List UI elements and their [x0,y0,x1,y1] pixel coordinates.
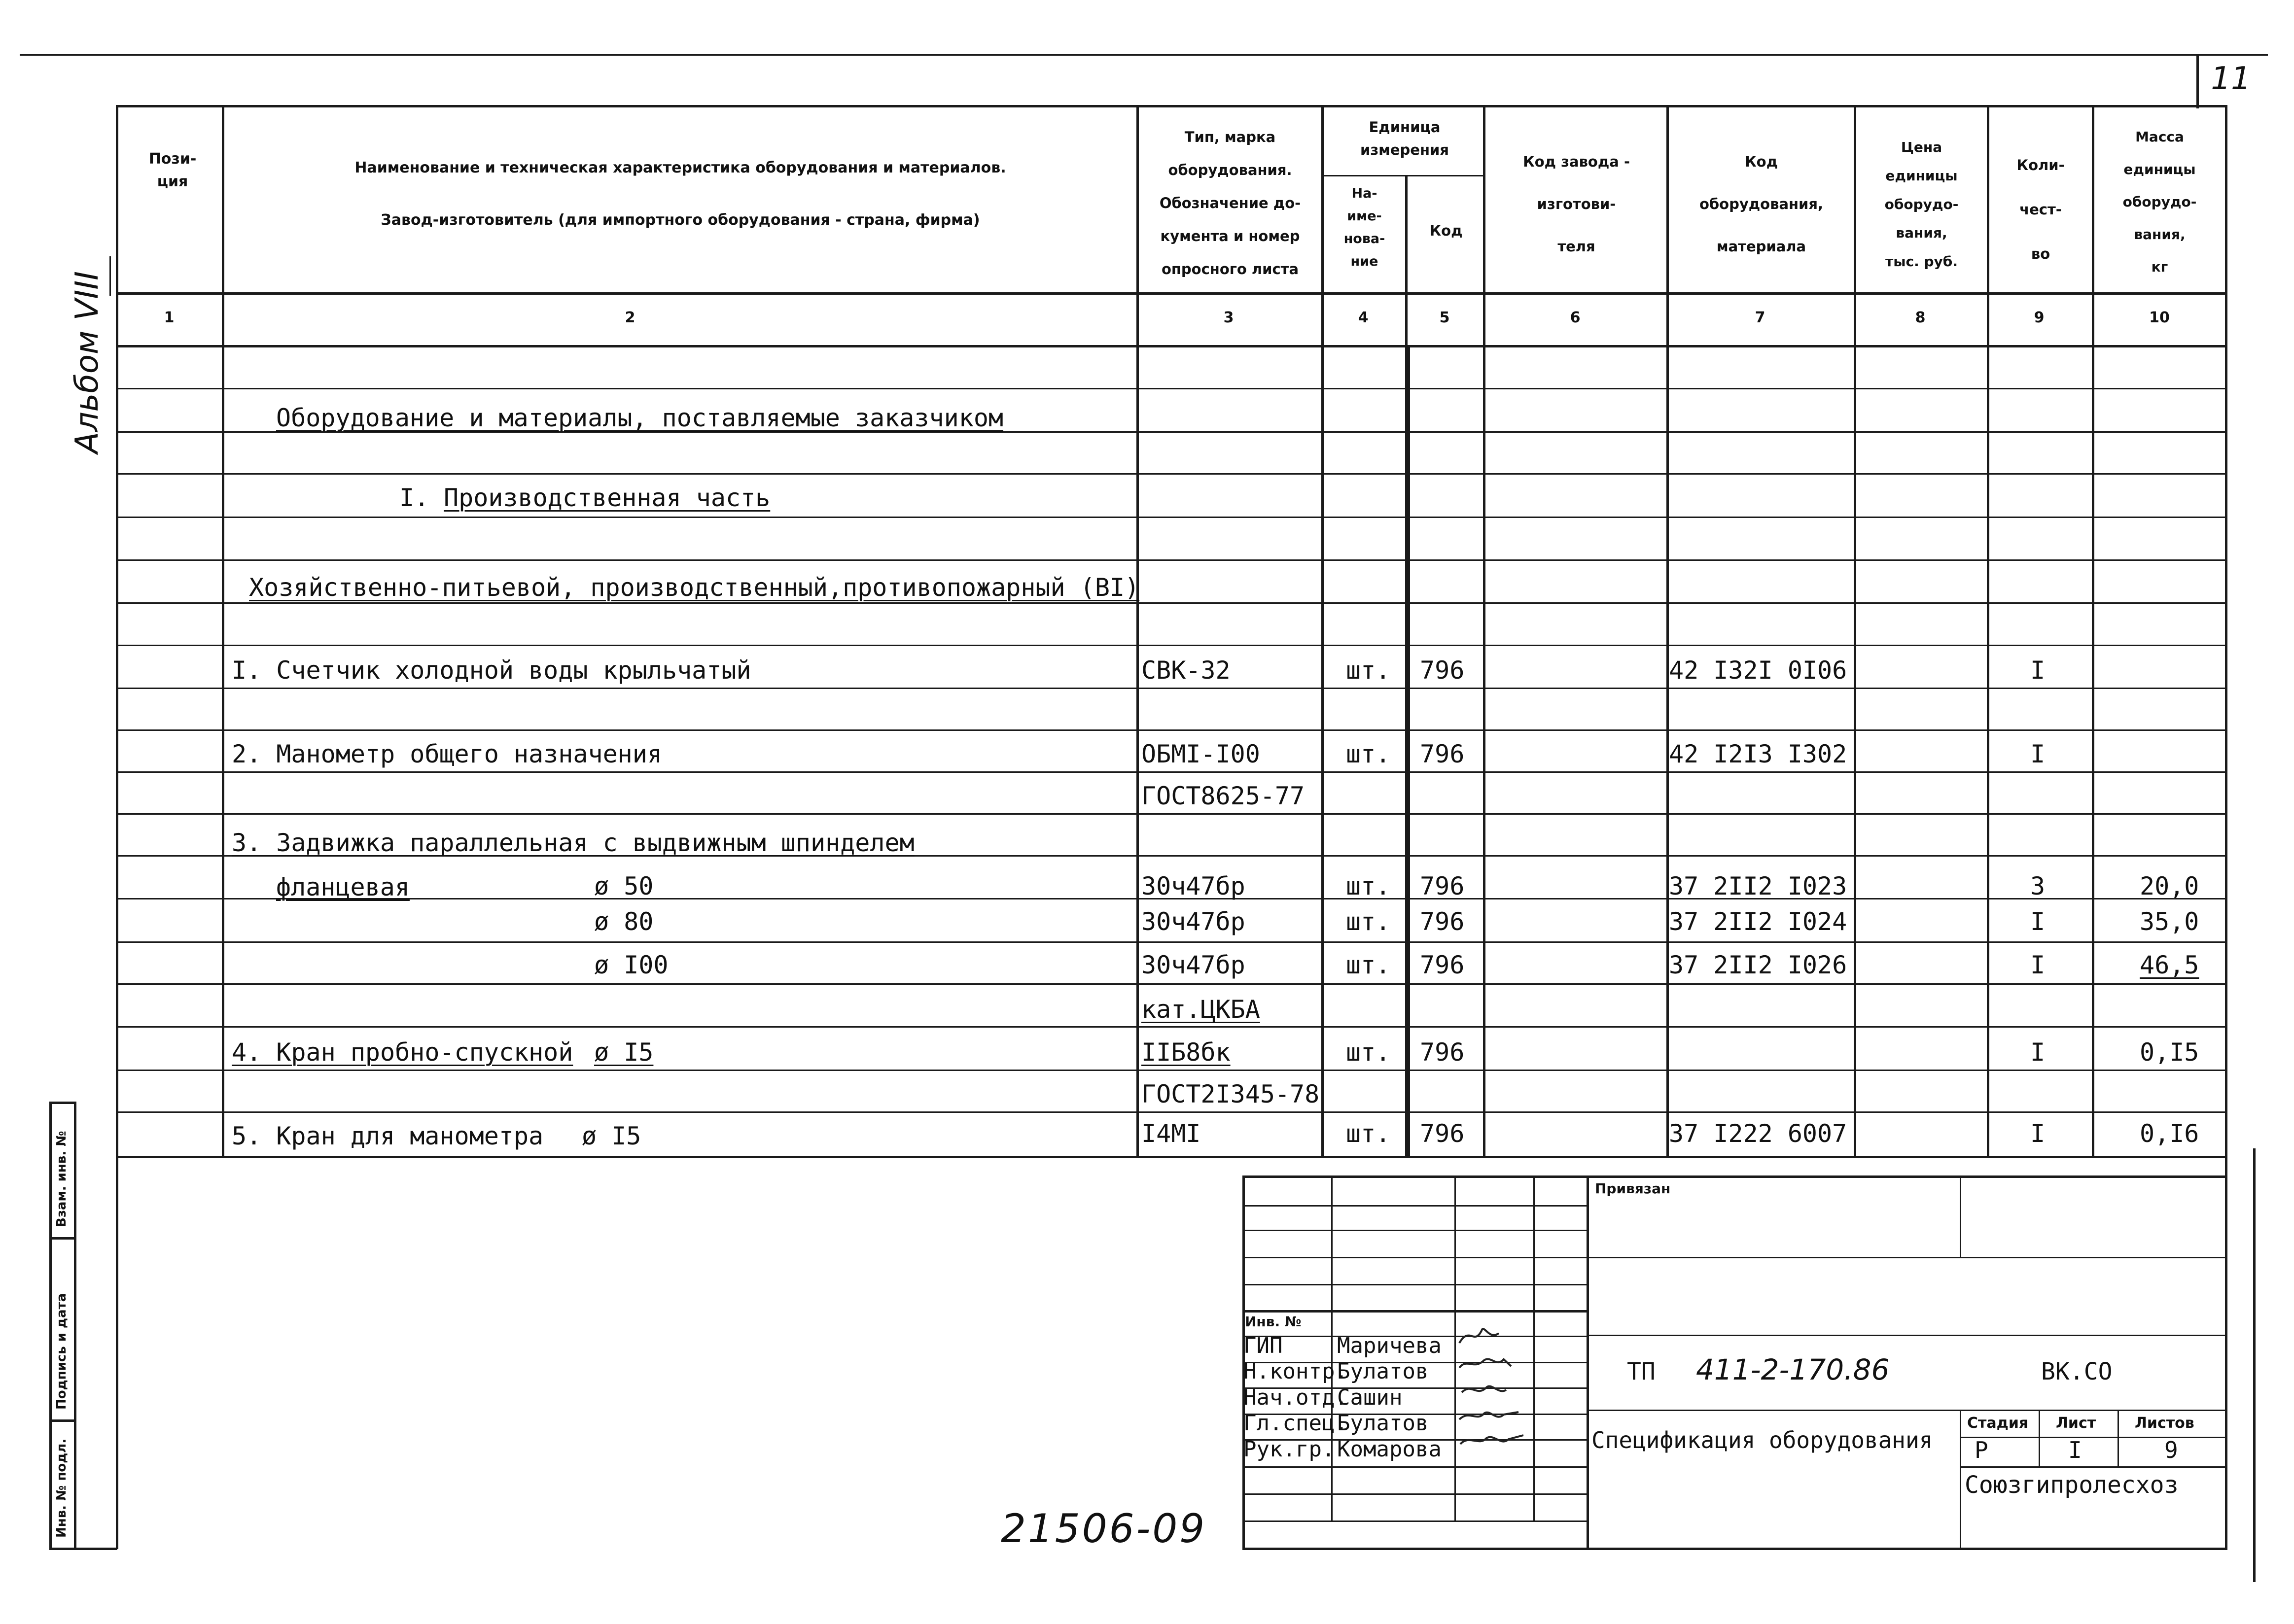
sheets-value: 9 [2164,1437,2178,1463]
item-mass: 35,0 [2140,907,2199,936]
part-title: Производственная часть [444,484,771,512]
section-title: Оборудование и материалы, поставляемые заказчиком [276,404,1004,432]
header-plant-code: Код завода - изготови- теля [1523,153,1630,255]
stage-value: Р [1975,1437,1988,1463]
item-unit: шт. [1346,1119,1391,1148]
role-nachotd: Нач.отд. [1243,1385,1348,1410]
item-type: 30ч47бр [1141,951,1245,979]
item-unit-code: 796 [1420,951,1465,979]
item-unit-code: 796 [1420,740,1465,768]
item-type: 30ч47бр [1141,907,1245,936]
item-code: 37 2II2 I024 [1669,907,1847,936]
item-code: 42 I2I3 I302 [1669,740,1847,768]
item-diameter: ø I5 [582,1122,641,1150]
header-unit-code: Код [1429,222,1463,239]
header-mass: Масса единицы оборудо- вания, кг [2122,129,2197,275]
item-type: ГОСТ8625-77 [1141,782,1305,810]
item-unit-code: 796 [1420,1119,1465,1148]
item-qty: I [2030,740,2046,768]
item-mass: 20,0 [2140,872,2199,900]
item-type: СВК-32 [1141,656,1231,685]
item-unit: шт. [1346,740,1391,768]
header-type: Тип, марка оборудования. Обозначение до- кумента и номер опросного листа [1159,129,1301,277]
role-gip: ГИП [1243,1333,1283,1358]
item-unit-code: 796 [1420,872,1465,900]
header-unit-name: На- име- нова- ние [1343,186,1385,269]
item-unit-code: 796 [1420,656,1465,685]
item-name: 4. Кран пробно-спускной [232,1038,573,1067]
tp-label: ТП [1627,1358,1656,1385]
doc-title: Спецификация оборудования [1591,1427,1933,1453]
item-qty: I [2030,951,2046,979]
archive-number: 21506-09 [1001,1506,1207,1552]
col-num-6: 6 [1570,309,1581,326]
name-gip: Маричева [1337,1333,1442,1358]
item-qty: I [2030,656,2046,685]
album-label: Альбом VIII [69,271,106,453]
item-name: 5. Кран для манометра [232,1122,544,1150]
item-mass: 0,I6 [2140,1119,2199,1148]
privyazan-label: Привязан [1595,1180,1671,1197]
item-unit-code: 796 [1420,1038,1465,1067]
header-price: Цена единицы оборудо- вания, тыс. руб. [1884,139,1959,270]
stage-header: Стадия [1967,1415,2029,1432]
name-glspec: Булатов [1337,1411,1429,1436]
header-equipment-code: Код оборудования, материала [1699,153,1824,255]
item-unit: шт. [1346,1038,1391,1067]
item-code: 42 I32I 0I06 [1669,656,1847,685]
item-type: кат.ЦКБА [1141,995,1260,1024]
item-qty: I [2030,1038,2046,1067]
system-title: Хозяйственно-питьевой, производственный,противопожарный (BI) [249,573,1140,602]
item-type: I4МI [1141,1119,1201,1148]
col-num-10: 10 [2149,309,2170,326]
item-name: 2. Манометр общего назначения [232,740,662,768]
item-code: 37 2II2 I023 [1669,872,1847,900]
part-number: I. [399,484,429,512]
header-name-line1: Наименование и техническая характеристика оборудования и материалов. [354,159,1006,176]
stamp-podpis-data: Подпись и дата [54,1293,69,1410]
item-name: 3. Задвижка параллельная с выдвижным шпинделем [232,829,915,857]
col-num-8: 8 [1915,309,1926,326]
item-type: ОБМI-I00 [1141,740,1260,768]
name-nachotd: Сашин [1337,1385,1403,1410]
header-quantity: Коли- чест- во [2016,157,2065,262]
stamp-vzam-inv: Взам. инв. № [54,1131,69,1227]
header-unit: Единица измерения [1360,119,1449,158]
item-type: ГОСТ2I345-78 [1141,1080,1320,1108]
item-qty: I [2030,907,2046,936]
item-mass: 46,5 [2140,951,2199,979]
item-diameter: ø I5 [594,1038,654,1067]
item-unit: шт. [1346,656,1391,685]
item-diameter: ø 80 [594,907,654,936]
sheets-header: Листов [2135,1415,2194,1432]
sheet-number: 11 [2211,61,2251,97]
organization: Союзгипролесхоз [1965,1471,2179,1499]
item-unit: шт. [1346,907,1391,936]
header-name-line2: Завод-изготовитель (для импортного оборудования - страна, фирма) [381,211,980,229]
item-unit: шт. [1346,951,1391,979]
role-rukgr: Рук.гр. [1243,1437,1335,1462]
item-qty: 3 [2030,872,2046,900]
item-unit-code: 796 [1420,907,1465,936]
col-num-7: 7 [1755,309,1765,326]
item-name: I. Счетчик холодной воды крыльчатый [232,656,751,685]
role-glspec: Гл.спец. [1243,1411,1348,1436]
item-type: 30ч47бр [1141,872,1245,900]
item-code: 37 I222 6007 [1669,1119,1847,1148]
item-unit: шт. [1346,872,1391,900]
col-num-9: 9 [2034,309,2045,326]
col-num-3: 3 [1223,309,1234,326]
item-qty: I [2030,1119,2046,1148]
role-nkontr: Н.контр. [1243,1359,1348,1384]
col-num-1: 1 [164,309,175,326]
item-mass: 0,I5 [2140,1038,2199,1067]
name-nkontr: Булатов [1337,1359,1429,1384]
col-num-4: 4 [1358,309,1369,326]
project-code: 411-2-170.86 [1696,1353,1890,1386]
signatures-drawing [1454,1321,1538,1469]
col-num-5: 5 [1439,309,1450,326]
sheet-header: Лист [2056,1415,2096,1432]
doc-code: ВК.СО [2041,1358,2113,1385]
item-diameter: ø 50 [594,872,654,900]
item-diameter: ø I00 [594,951,669,979]
stamp-inv-podl: Инв. № подл. [54,1438,69,1538]
header-position: Пози- ция [148,150,197,190]
col-num-2: 2 [625,309,635,326]
sheet-value: I [2068,1437,2082,1463]
item-type: IIБ8бк [1141,1038,1231,1067]
name-rukgr: Комарова [1337,1437,1442,1462]
inv-no-label: Инв. № [1245,1313,1302,1330]
table-top-border [116,105,2226,107]
item-name: фланцевая [276,873,410,901]
item-code: 37 2II2 I026 [1669,951,1847,979]
